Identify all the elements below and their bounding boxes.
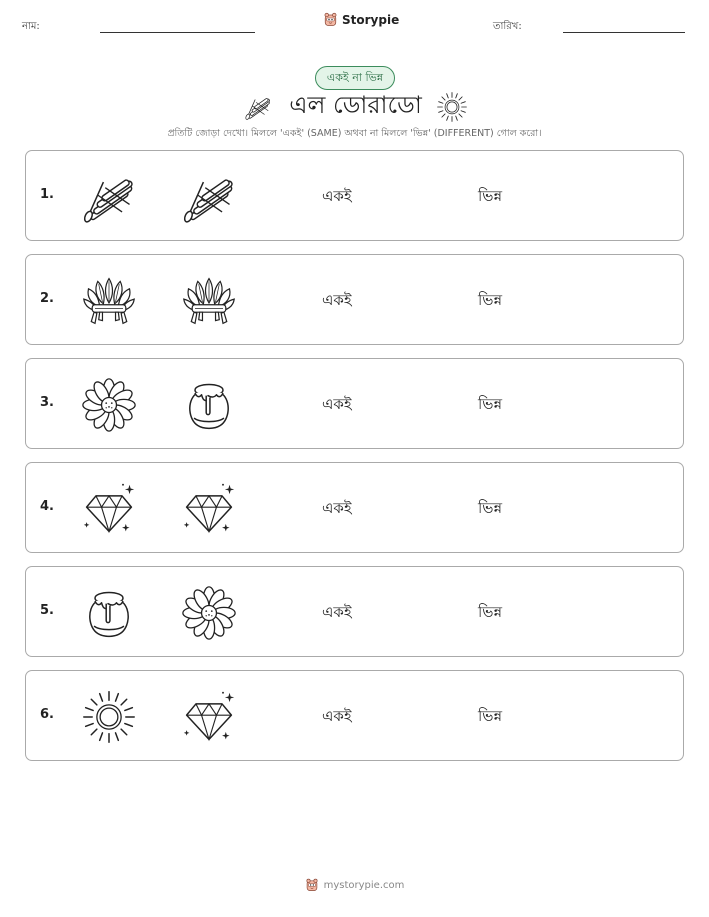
different-option[interactable]: ভিন্ন: [478, 187, 503, 205]
same-option[interactable]: একই: [322, 291, 352, 309]
question-number: 5.: [40, 603, 54, 618]
date-label: তারিখ:: [493, 21, 522, 32]
different-option[interactable]: ভিন্ন: [478, 707, 503, 725]
different-option[interactable]: ভিন্ন: [478, 603, 503, 621]
flower-icon: [81, 377, 137, 433]
worksheet-type-badge: একই না ভিন্ন: [315, 66, 395, 90]
raft-icon: [81, 169, 137, 225]
different-option[interactable]: ভিন্ন: [478, 395, 503, 413]
different-option[interactable]: ভিন্ন: [478, 499, 503, 517]
raft-icon: [181, 169, 237, 225]
question-row: [25, 358, 684, 449]
diamond-icon: [81, 481, 137, 537]
diamond-icon: [181, 689, 237, 745]
question-row: [25, 670, 684, 761]
question-row: [25, 150, 684, 241]
name-label: নাম:: [22, 21, 40, 32]
question-number: 6.: [40, 707, 54, 722]
question-row: [25, 462, 684, 553]
different-option[interactable]: ভিন্ন: [478, 291, 503, 309]
footer: [0, 878, 709, 892]
headdress-icon: [81, 273, 137, 329]
sun-icon: [436, 91, 468, 123]
flower-icon: [181, 585, 237, 641]
footer-url[interactable]: mystorypie.com: [323, 879, 405, 891]
honey-pot-icon: [181, 377, 237, 433]
question-number: 1.: [40, 187, 54, 202]
raft-icon: [241, 93, 275, 121]
page-title: এল ডোরাডো: [289, 91, 422, 119]
mascot-icon: [323, 12, 338, 27]
same-option[interactable]: একই: [322, 499, 352, 517]
same-option[interactable]: একই: [322, 187, 352, 205]
diamond-icon: [181, 481, 237, 537]
question-number: 4.: [40, 499, 54, 514]
sun-icon: [81, 689, 137, 745]
date-field[interactable]: [563, 32, 685, 33]
question-row: [25, 254, 684, 345]
honey-pot-icon: [81, 585, 137, 641]
headdress-icon: [181, 273, 237, 329]
instructions: প্রতিটি জোড়া দেখো। মিললে 'একই' (SAME) অথবা না মিললে 'ভিন্ন' (DIFFERENT) গোল করো।: [167, 128, 542, 139]
question-number: 2.: [40, 291, 54, 306]
brand-name: Storypie: [342, 12, 400, 27]
same-option[interactable]: একই: [322, 395, 352, 413]
title-row: [0, 88, 709, 126]
same-option[interactable]: একই: [322, 603, 352, 621]
question-row: [25, 566, 684, 657]
same-option[interactable]: একই: [322, 707, 352, 725]
mascot-icon: [305, 878, 319, 892]
brand-logo: [323, 12, 399, 27]
question-number: 3.: [40, 395, 54, 410]
name-field[interactable]: [100, 32, 255, 33]
